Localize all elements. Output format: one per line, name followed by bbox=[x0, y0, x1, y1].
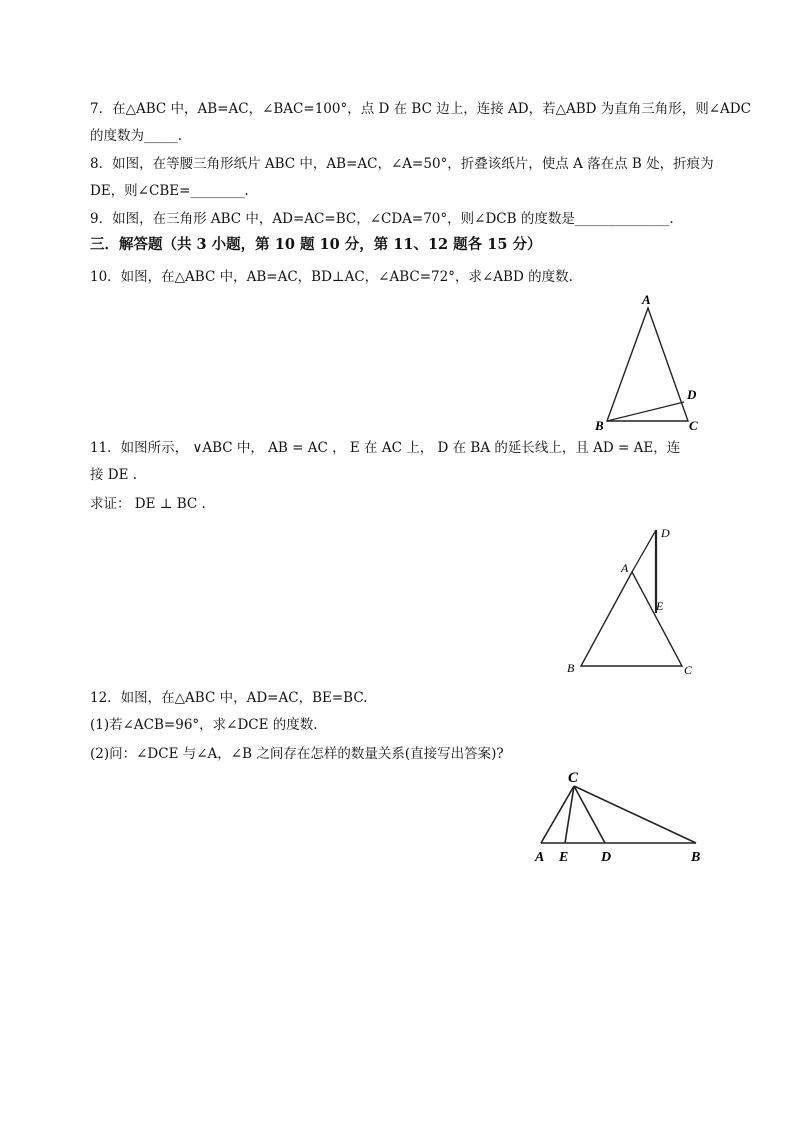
q10-label-b: B bbox=[595, 418, 604, 433]
q11-label-e: E bbox=[656, 599, 664, 613]
section-3-heading: 三．解答题（共 3 小题，第 10 题 10 分，第 11、12 题各 15 分） bbox=[90, 236, 542, 253]
q12-line-2: (1)若∠ACB=96°，求∠DCE 的度数. bbox=[90, 717, 318, 733]
q8-line-2: DE，则∠CBE=________. bbox=[90, 183, 249, 199]
q10-triangle-figure bbox=[585, 288, 715, 438]
q11-line-1: 11．如图所示， ∨ABC 中， AB = AC ， E 在 AC 上， D 在 BA 的延长线上，且 AD = AE，连 bbox=[90, 440, 681, 456]
q12-label-b: B bbox=[691, 850, 701, 865]
q10-label-a: A bbox=[642, 292, 651, 307]
q12-segment-cb bbox=[574, 786, 696, 843]
q11-label-b: B bbox=[567, 661, 575, 675]
q12-triangle-figure bbox=[525, 762, 715, 872]
q11-label-c: C bbox=[684, 663, 693, 677]
q10-label-c: C bbox=[689, 418, 698, 433]
q10-segment-bd bbox=[607, 402, 684, 421]
q10-label-d: D bbox=[687, 387, 697, 402]
q7-line-1: 7．在△ABC 中，AB=AC，∠BAC=100°，点 D 在 BC 边上，连接 AD，若△ABD 为直角三角形，则∠ADC bbox=[90, 101, 751, 117]
q11-segment-ad bbox=[632, 530, 656, 572]
q12-label-a: A bbox=[535, 850, 545, 865]
q11-label-a: A bbox=[621, 561, 629, 575]
q12-line-3: (2)问：∠DCE 与∠A，∠B 之间存在怎样的数量关系(直接写出答案)? bbox=[90, 746, 504, 762]
q12-line-1: 12．如图，在△ABC 中，AD=AC，BE=BC. bbox=[90, 690, 368, 706]
q9-line-1: 9．如图，在三角形 ABC 中，AD=AC=BC，∠CDA=70°，则∠DCB 的度数是______________. bbox=[90, 211, 674, 227]
q11-line-2: 接 DE . bbox=[90, 467, 138, 483]
q11-line-3: 求证： DE ⊥ BC . bbox=[90, 496, 206, 512]
q12-label-d: D bbox=[601, 850, 612, 865]
q11-triangle-figure bbox=[560, 520, 710, 685]
q11-triangle-abc bbox=[581, 572, 682, 666]
q12-label-e: E bbox=[559, 850, 569, 865]
q8-line-1: 8．如图，在等腰三角形纸片 ABC 中，AB=AC，∠A=50°，折叠该纸片，使点 A 落在点 B 处，折痕为 bbox=[90, 156, 714, 172]
q7-line-2: 的度数为_____. bbox=[90, 128, 183, 144]
q12-label-c: C bbox=[568, 770, 579, 786]
q10-line-1: 10．如图，在△ABC 中，AB=AC，BD⊥AC，∠ABC=72°，求∠ABD 的度数. bbox=[90, 269, 573, 285]
q11-label-d: D bbox=[661, 526, 670, 540]
q12-segment-cd bbox=[574, 786, 605, 843]
